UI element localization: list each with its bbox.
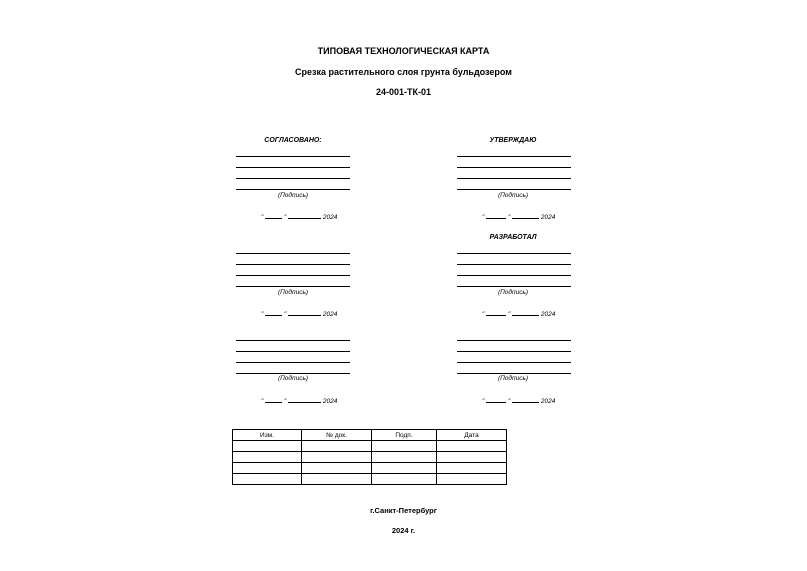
table-row — [233, 452, 507, 463]
document-code: 24-001-ТК-01 — [375, 87, 432, 97]
signature-line — [236, 189, 350, 190]
footer-year: 2024 г. — [391, 526, 416, 535]
signature-line — [457, 253, 571, 254]
signature-caption: (Подпись) — [277, 375, 309, 382]
table-cell — [437, 441, 507, 452]
signature-line — [236, 351, 350, 352]
signature-line — [236, 253, 350, 254]
date-field: " " 2024 — [482, 398, 556, 405]
date-year: 2024 — [322, 214, 338, 221]
signature-line — [457, 275, 571, 276]
table-cell — [302, 463, 372, 474]
signature-caption: (Подпись) — [277, 289, 309, 296]
signature-line — [236, 156, 350, 157]
table-cell — [372, 441, 437, 452]
signature-line — [236, 286, 350, 287]
approve-label: УТВЕРЖДАЮ — [489, 137, 537, 144]
city-label: г.Санкт-Петербург — [370, 506, 437, 515]
table-cell — [233, 474, 302, 485]
date-field: " " 2024 — [261, 311, 338, 318]
signature-caption: (Подпись) — [497, 375, 529, 382]
table-cell — [372, 463, 437, 474]
signature-line — [457, 264, 571, 265]
signature-caption: (Подпись) — [497, 192, 529, 199]
signature-line — [457, 178, 571, 179]
col-header-date: Дата — [437, 430, 507, 441]
table-cell — [302, 474, 372, 485]
approved-by-label: СОГЛАСОВАНО: — [264, 137, 322, 144]
document-title: ТИПОВАЯ ТЕХНОЛОГИЧЕСКАЯ КАРТА — [317, 46, 490, 56]
table-cell — [233, 463, 302, 474]
signature-line — [457, 189, 571, 190]
date-field: " " 2024 — [261, 214, 338, 221]
signature-line — [457, 167, 571, 168]
date-year: 2024 — [540, 214, 556, 221]
signature-line — [236, 275, 350, 276]
table-cell — [437, 452, 507, 463]
signature-line — [236, 362, 350, 363]
table-cell — [437, 463, 507, 474]
col-header-doc-number: № док. — [302, 430, 372, 441]
signature-caption: (Подпись) — [497, 289, 529, 296]
signature-line — [236, 178, 350, 179]
signature-line — [457, 286, 571, 287]
date-year: 2024 — [322, 311, 338, 318]
revision-table — [232, 429, 507, 485]
signature-line — [457, 362, 571, 363]
signature-line — [457, 156, 571, 157]
date-field: " " 2024 — [482, 311, 556, 318]
signature-line — [236, 167, 350, 168]
document-subtitle: Срезка растительного слоя грунта бульдозером — [295, 67, 512, 77]
developed-by-label: РАЗРАБОТАЛ — [489, 234, 537, 241]
table-cell — [233, 452, 302, 463]
col-header-signature: Подп. — [372, 430, 437, 441]
date-year: 2024 — [540, 398, 556, 405]
table-cell — [233, 441, 302, 452]
table-cell — [372, 452, 437, 463]
signature-line — [457, 340, 571, 341]
date-field: " " 2024 — [482, 214, 556, 221]
date-year: 2024 — [322, 398, 338, 405]
col-header-change: Изм. — [233, 430, 302, 441]
signature-line — [457, 351, 571, 352]
table-row — [233, 463, 507, 474]
table-cell — [302, 452, 372, 463]
table-header-row — [233, 430, 507, 441]
date-year: 2024 — [540, 311, 556, 318]
table-cell — [302, 441, 372, 452]
signature-caption: (Подпись) — [277, 192, 309, 199]
table-cell — [437, 474, 507, 485]
table-row — [233, 441, 507, 452]
signature-line — [457, 373, 571, 374]
date-field: " " 2024 — [261, 398, 338, 405]
signature-line — [236, 373, 350, 374]
signature-line — [236, 340, 350, 341]
table-cell — [372, 474, 437, 485]
table-row — [233, 474, 507, 485]
signature-line — [236, 264, 350, 265]
